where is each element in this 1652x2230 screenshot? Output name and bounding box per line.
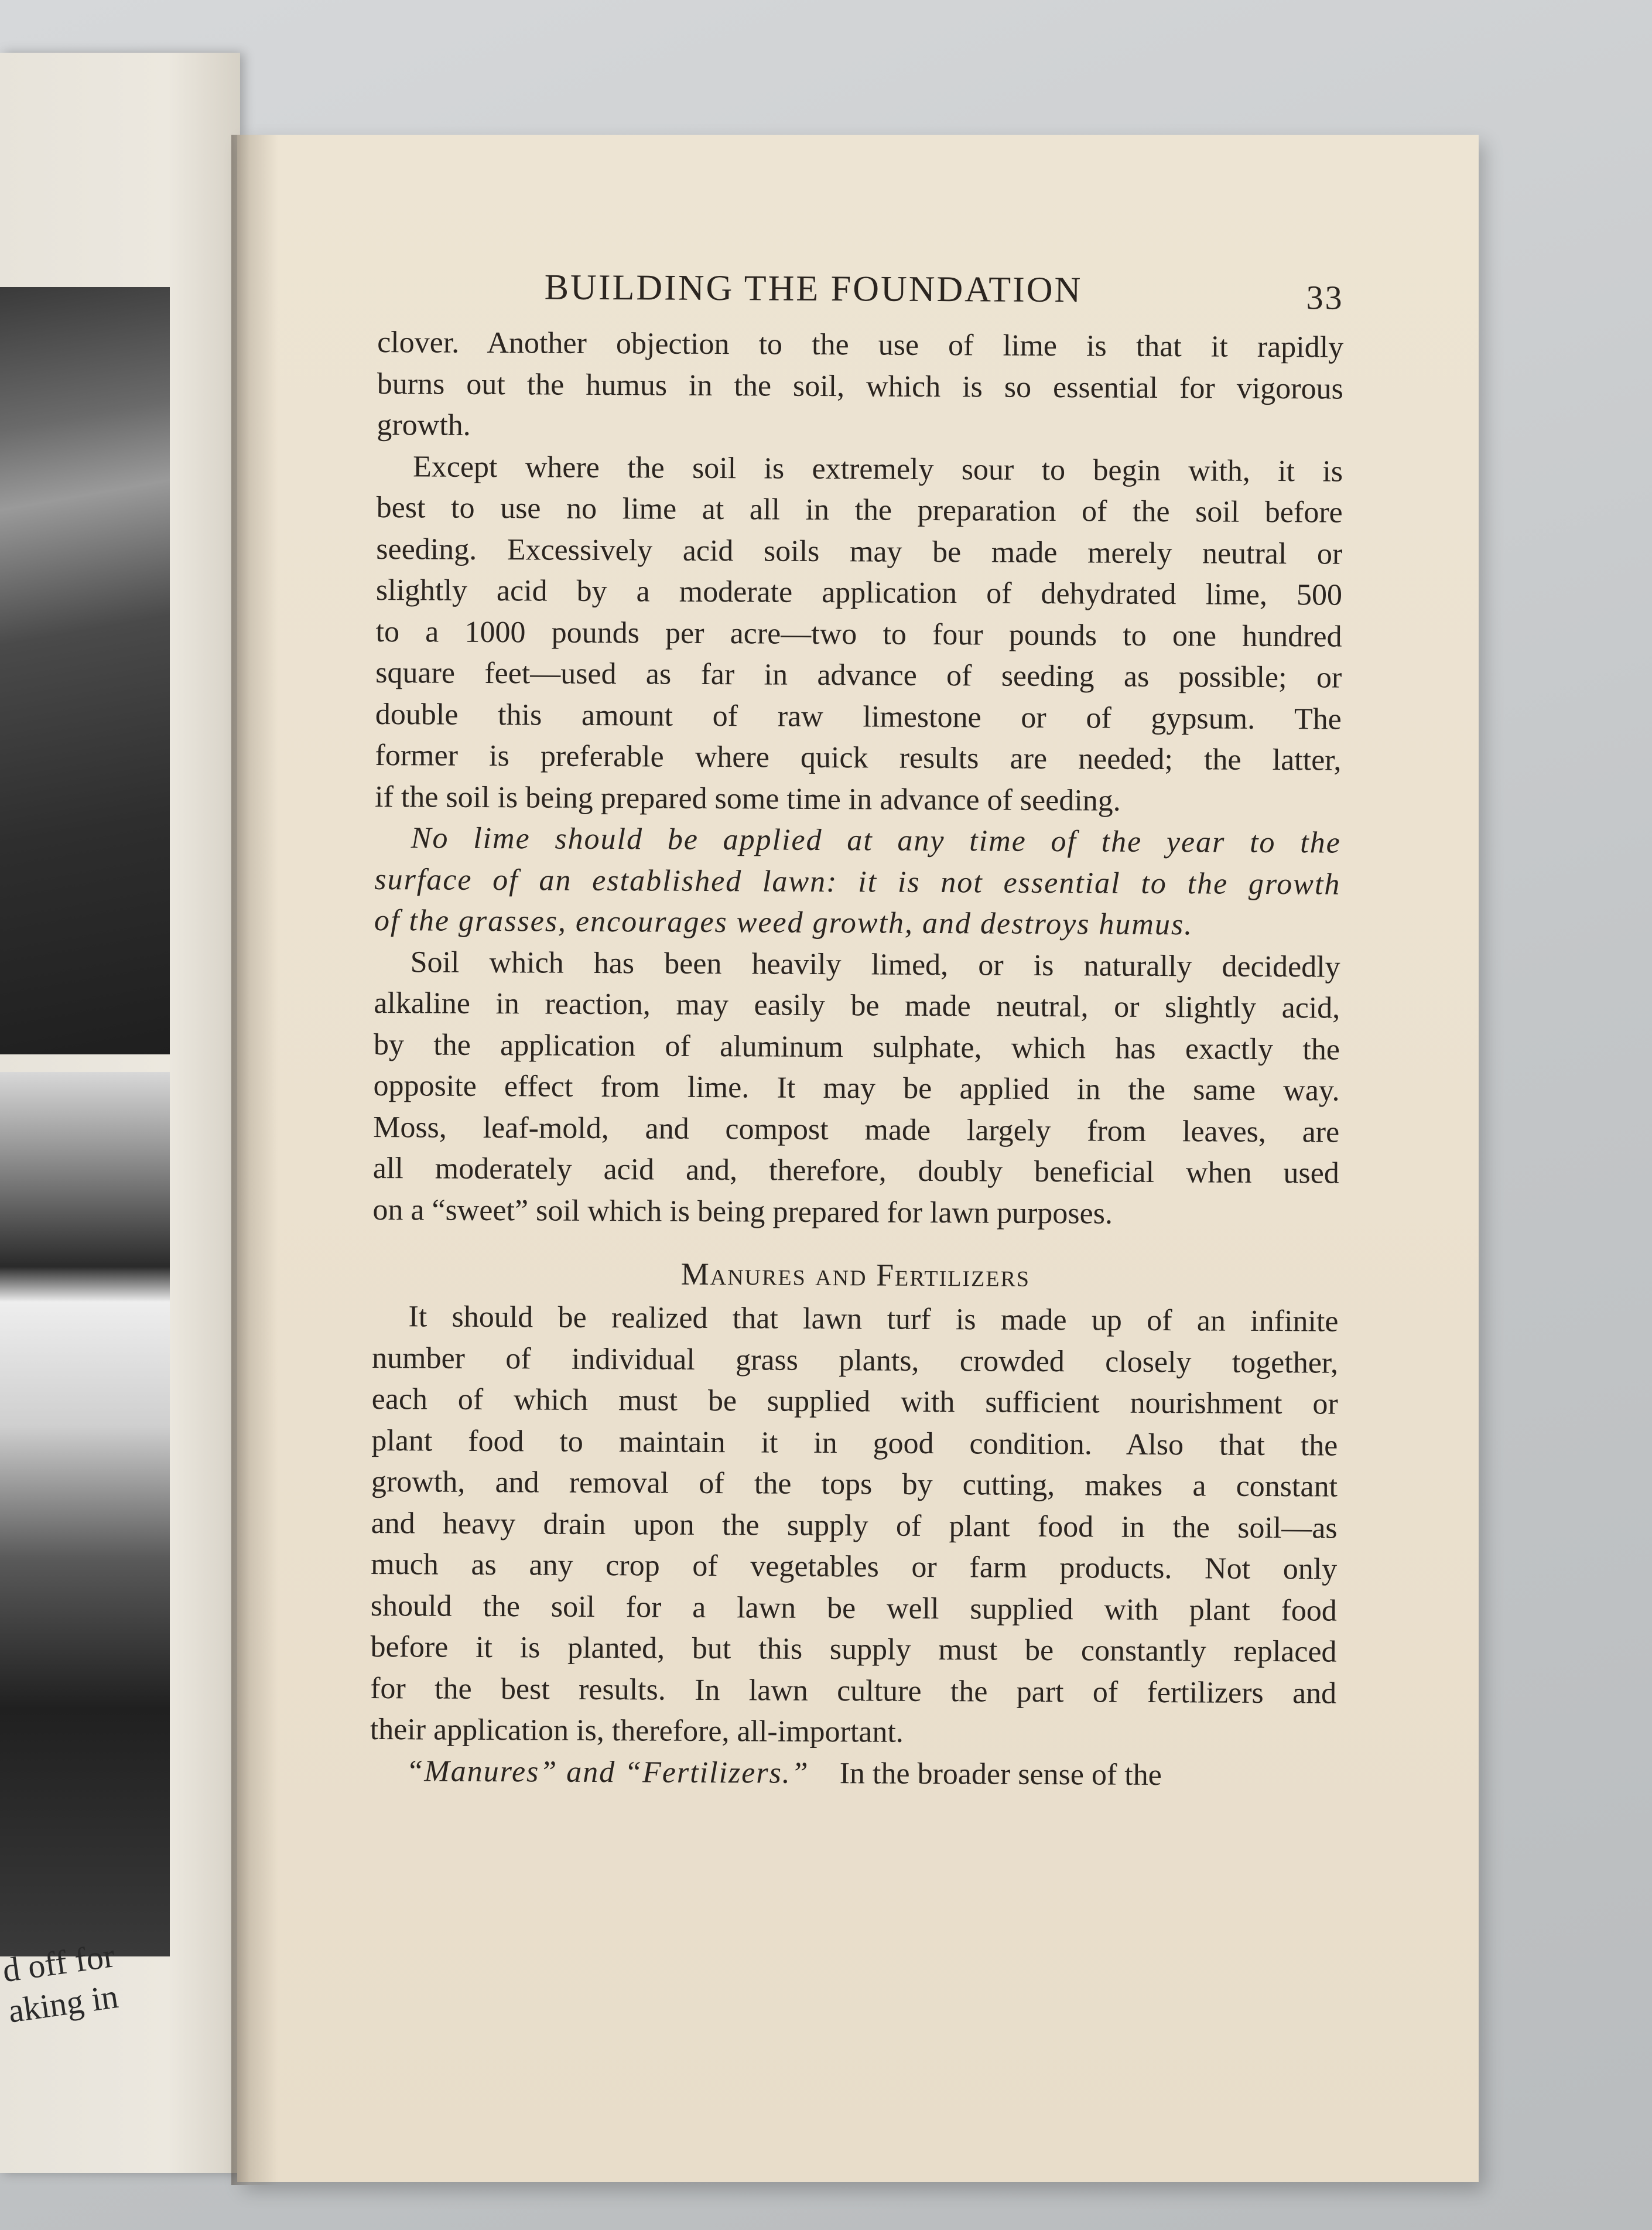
- text-line: former is preferable where quick results are needed; the latter,: [375, 738, 1342, 777]
- text-line: slightly acid by a moderate application of dehydrated lime, 500: [375, 573, 1343, 612]
- text-line: plant food to maintain it in good condition. Also that the: [371, 1423, 1338, 1463]
- right-page: [237, 135, 1479, 2182]
- caption-line: d off for: [0, 1936, 117, 1990]
- text-line: should the soil for a lawn be well supplied with plant food: [370, 1589, 1338, 1628]
- text-line: burns out the humus in the soil, which is so essential for vigorous: [377, 367, 1343, 406]
- left-page: [0, 53, 240, 2173]
- text-line: It should be realized that lawn turf is made up of an infinite: [408, 1300, 1339, 1338]
- text-line: growth, and removal of the tops by cutting, makes a constant: [371, 1464, 1338, 1504]
- text-line: their application is, therefore, all-important.: [370, 1712, 904, 1749]
- text-line: clover. Another objection to the use of lime is that it rapidly: [377, 325, 1344, 364]
- text-line: each of which must be supplied with sufficient nourishment or: [371, 1382, 1338, 1421]
- text-line: much as any crop of vegetables or farm products. Not only: [371, 1547, 1338, 1586]
- body-text: [370, 322, 1343, 1797]
- paragraph: [374, 818, 1341, 947]
- text-line: for the best results. In lawn culture the part of fertilizers and: [370, 1671, 1337, 1710]
- text-line: number of individual grass plants, crowded closely together,: [371, 1341, 1339, 1380]
- text-line: square feet—used as far in advance of seeding as possible; or: [375, 655, 1342, 695]
- page-number: 33: [1306, 278, 1344, 317]
- text-line: before it is planted, but this supply must be constantly replaced: [370, 1630, 1337, 1669]
- final-line-italic: “Manures” and “Fertilizers.”: [406, 1754, 809, 1790]
- text-line: of the grasses, encourages weed growth, and destroys humus.: [374, 903, 1193, 942]
- page-text-block: [370, 252, 1344, 1797]
- text-line: by the application of aluminum sulphate, which has exactly the: [373, 1027, 1340, 1067]
- text-line: best to use no lime at all in the preparation of the soil before: [376, 490, 1343, 530]
- left-photo-top: [0, 287, 170, 1054]
- text-line: opposite effect from lime. It may be applied in the same way.: [373, 1068, 1340, 1108]
- text-line: growth.: [377, 408, 471, 442]
- text-line: on a “sweet” soil which is being prepared for lawn purposes.: [372, 1193, 1113, 1231]
- text-line: alkaline in reaction, may easily be made neutral, or slightly acid,: [374, 986, 1340, 1025]
- paragraph: [375, 446, 1343, 822]
- text-line: and heavy drain upon the supply of plant food in the soil—as: [371, 1506, 1338, 1545]
- paragraph: [370, 1296, 1339, 1756]
- text-line: Except where the soil is extremely sour to begin with, it is: [412, 449, 1343, 489]
- caption-line: aking in: [6, 1977, 121, 2030]
- paragraph: [377, 322, 1343, 451]
- running-head: [377, 252, 1344, 327]
- text-line: to a 1000 pounds per acre—two to four pounds to one hundred: [375, 614, 1342, 654]
- paragraph: [372, 941, 1340, 1235]
- left-photo-bottom: [0, 1072, 170, 1956]
- text-line: double this amount of raw limestone or of gypsum. The: [375, 697, 1342, 736]
- text-line: all moderately acid and, therefore, doubly beneficial when used: [372, 1151, 1339, 1190]
- final-line: [370, 1750, 1336, 1797]
- text-line: Moss, leaf-mold, and compost made largely from leaves, are: [373, 1110, 1340, 1149]
- running-title: BUILDING THE FOUNDATION: [544, 267, 1083, 310]
- book-gutter: [231, 135, 278, 2185]
- final-line-normal: In the broader sense of the: [839, 1756, 1162, 1792]
- section-heading: Manures and Fertilizers: [680, 1256, 1031, 1293]
- text-line: No lime should be applied at any time of the year to the: [411, 821, 1341, 860]
- text-line: seeding. Excessively acid soils may be made merely neutral or: [376, 532, 1343, 571]
- text-line: Soil which has been heavily limed, or is naturally decidedly: [410, 945, 1340, 984]
- text-line: surface of an established lawn: it is not essential to the growth: [374, 862, 1341, 901]
- text-line: if the soil is being prepared some time in advance of seeding.: [374, 780, 1121, 818]
